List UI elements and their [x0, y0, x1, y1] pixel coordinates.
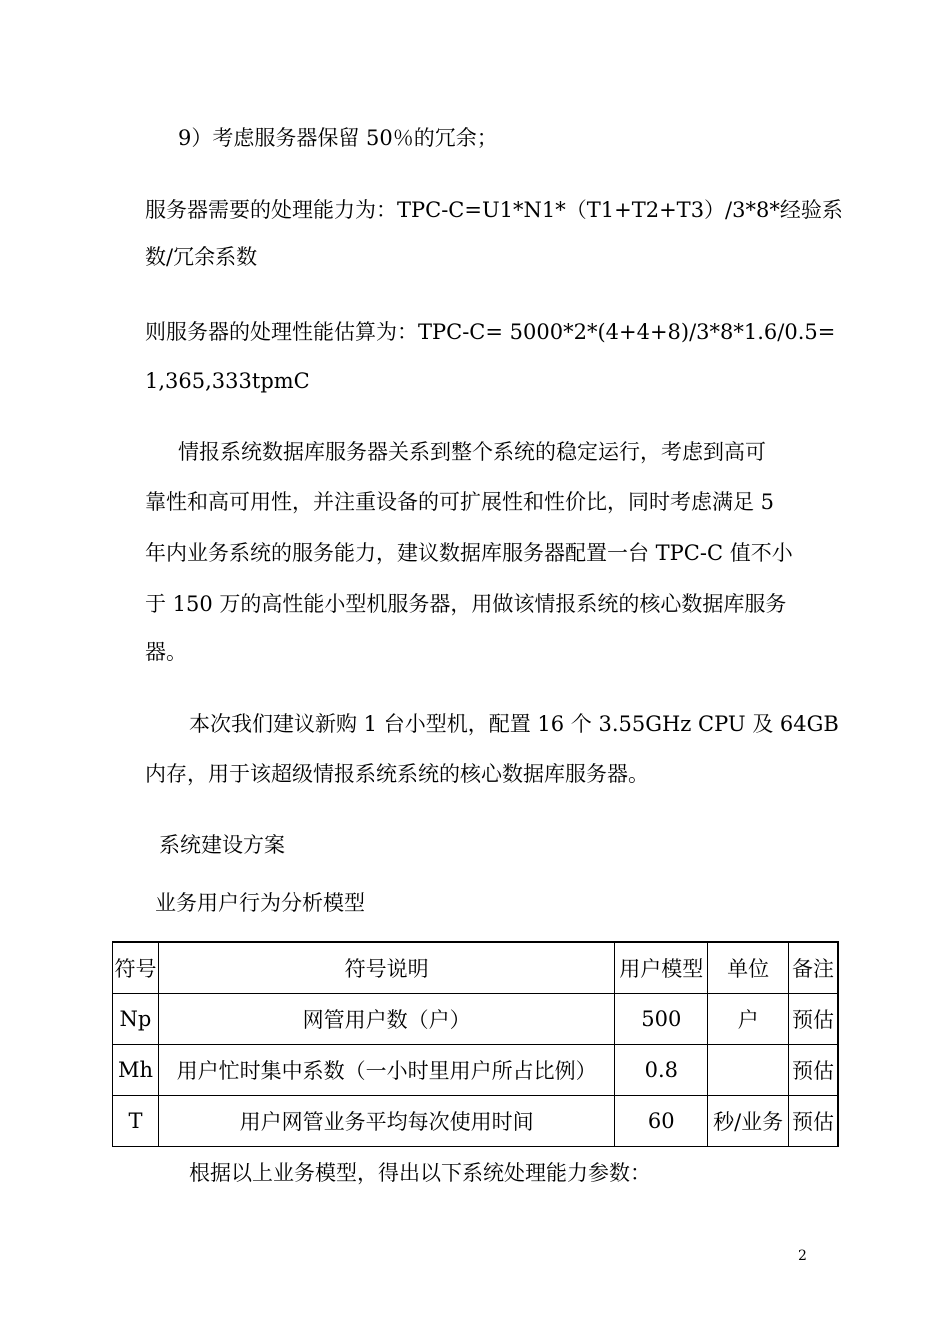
table-cell: 预估: [789, 1096, 838, 1147]
header-cell-description: 符号说明: [158, 942, 614, 994]
table-cell: 预估: [789, 994, 838, 1045]
header-cell-symbol: 符号: [113, 942, 159, 994]
table-cell: Mh: [113, 1045, 159, 1096]
line-12: 内存，用于该超级情报系统系统的核心数据库服务器。: [145, 762, 649, 786]
table-cell: [708, 1045, 789, 1096]
table-cell: 用户网管业务平均每次使用时间: [158, 1096, 614, 1147]
page-number: 2: [798, 1248, 807, 1264]
line-8: 年内业务系统的服务能力，建议数据库服务器配置一台 TPC-C 值不小: [145, 541, 793, 565]
user-behavior-model-table: [112, 941, 839, 1147]
table-header-row: [113, 942, 839, 994]
line-6: 情报系统数据库服务器关系到整个系统的稳定运行，考虑到高可: [178, 440, 766, 464]
line-7: 靠性和高可用性，并注重设备的可扩展性和性价比，同时考虑满足 5: [145, 490, 775, 514]
line-2: 服务器需要的处理能力为：TPC-C=U1*N1*（T1+T2+T3）/3*8*经验系: [145, 198, 843, 222]
table-cell: 网管用户数（户）: [158, 994, 614, 1045]
header-cell-note: 备注: [789, 942, 838, 994]
table-cell: Np: [113, 994, 159, 1045]
line-5: 1,365,333tpmC: [145, 369, 310, 393]
table-row: [113, 1045, 839, 1096]
table-cell: 秒/业务: [708, 1096, 789, 1147]
table-cell: 户: [708, 994, 789, 1045]
line-1: 9）考虑服务器保留 50％的冗余；: [178, 126, 498, 150]
table-cell: 500: [615, 994, 708, 1045]
table-cell: 用户忙时集中系数（一小时里用户所占比例）: [158, 1045, 614, 1096]
header-cell-unit: 单位: [708, 942, 789, 994]
after-table-text: 根据以上业务模型，得出以下系统处理能力参数：: [189, 1161, 651, 1185]
table-cell: 预估: [789, 1045, 838, 1096]
line-11: 本次我们建议新购 1 台小型机，配置 16 个 3.55GHz CPU 及 64GB: [189, 712, 839, 736]
table-cell: T: [113, 1096, 159, 1147]
line-4: 则服务器的处理性能估算为：TPC-C= 5000*2*(4+4+8)/3*8*1.6/0.5=: [145, 320, 836, 344]
subsection-heading: 业务用户行为分析模型: [155, 891, 365, 915]
header-cell-user-model: 用户模型: [615, 942, 708, 994]
table-cell: 60: [615, 1096, 708, 1147]
line-9: 于 150 万的高性能小型机服务器，用做该情报系统的核心数据库服务: [145, 592, 787, 616]
table-row: [113, 994, 839, 1045]
table-row: [113, 1096, 839, 1147]
line-10: 器。: [145, 640, 187, 664]
table-cell: 0.8: [615, 1045, 708, 1096]
section-heading: 系统建设方案: [159, 833, 285, 857]
line-3: 数/冗余系数: [145, 245, 258, 269]
